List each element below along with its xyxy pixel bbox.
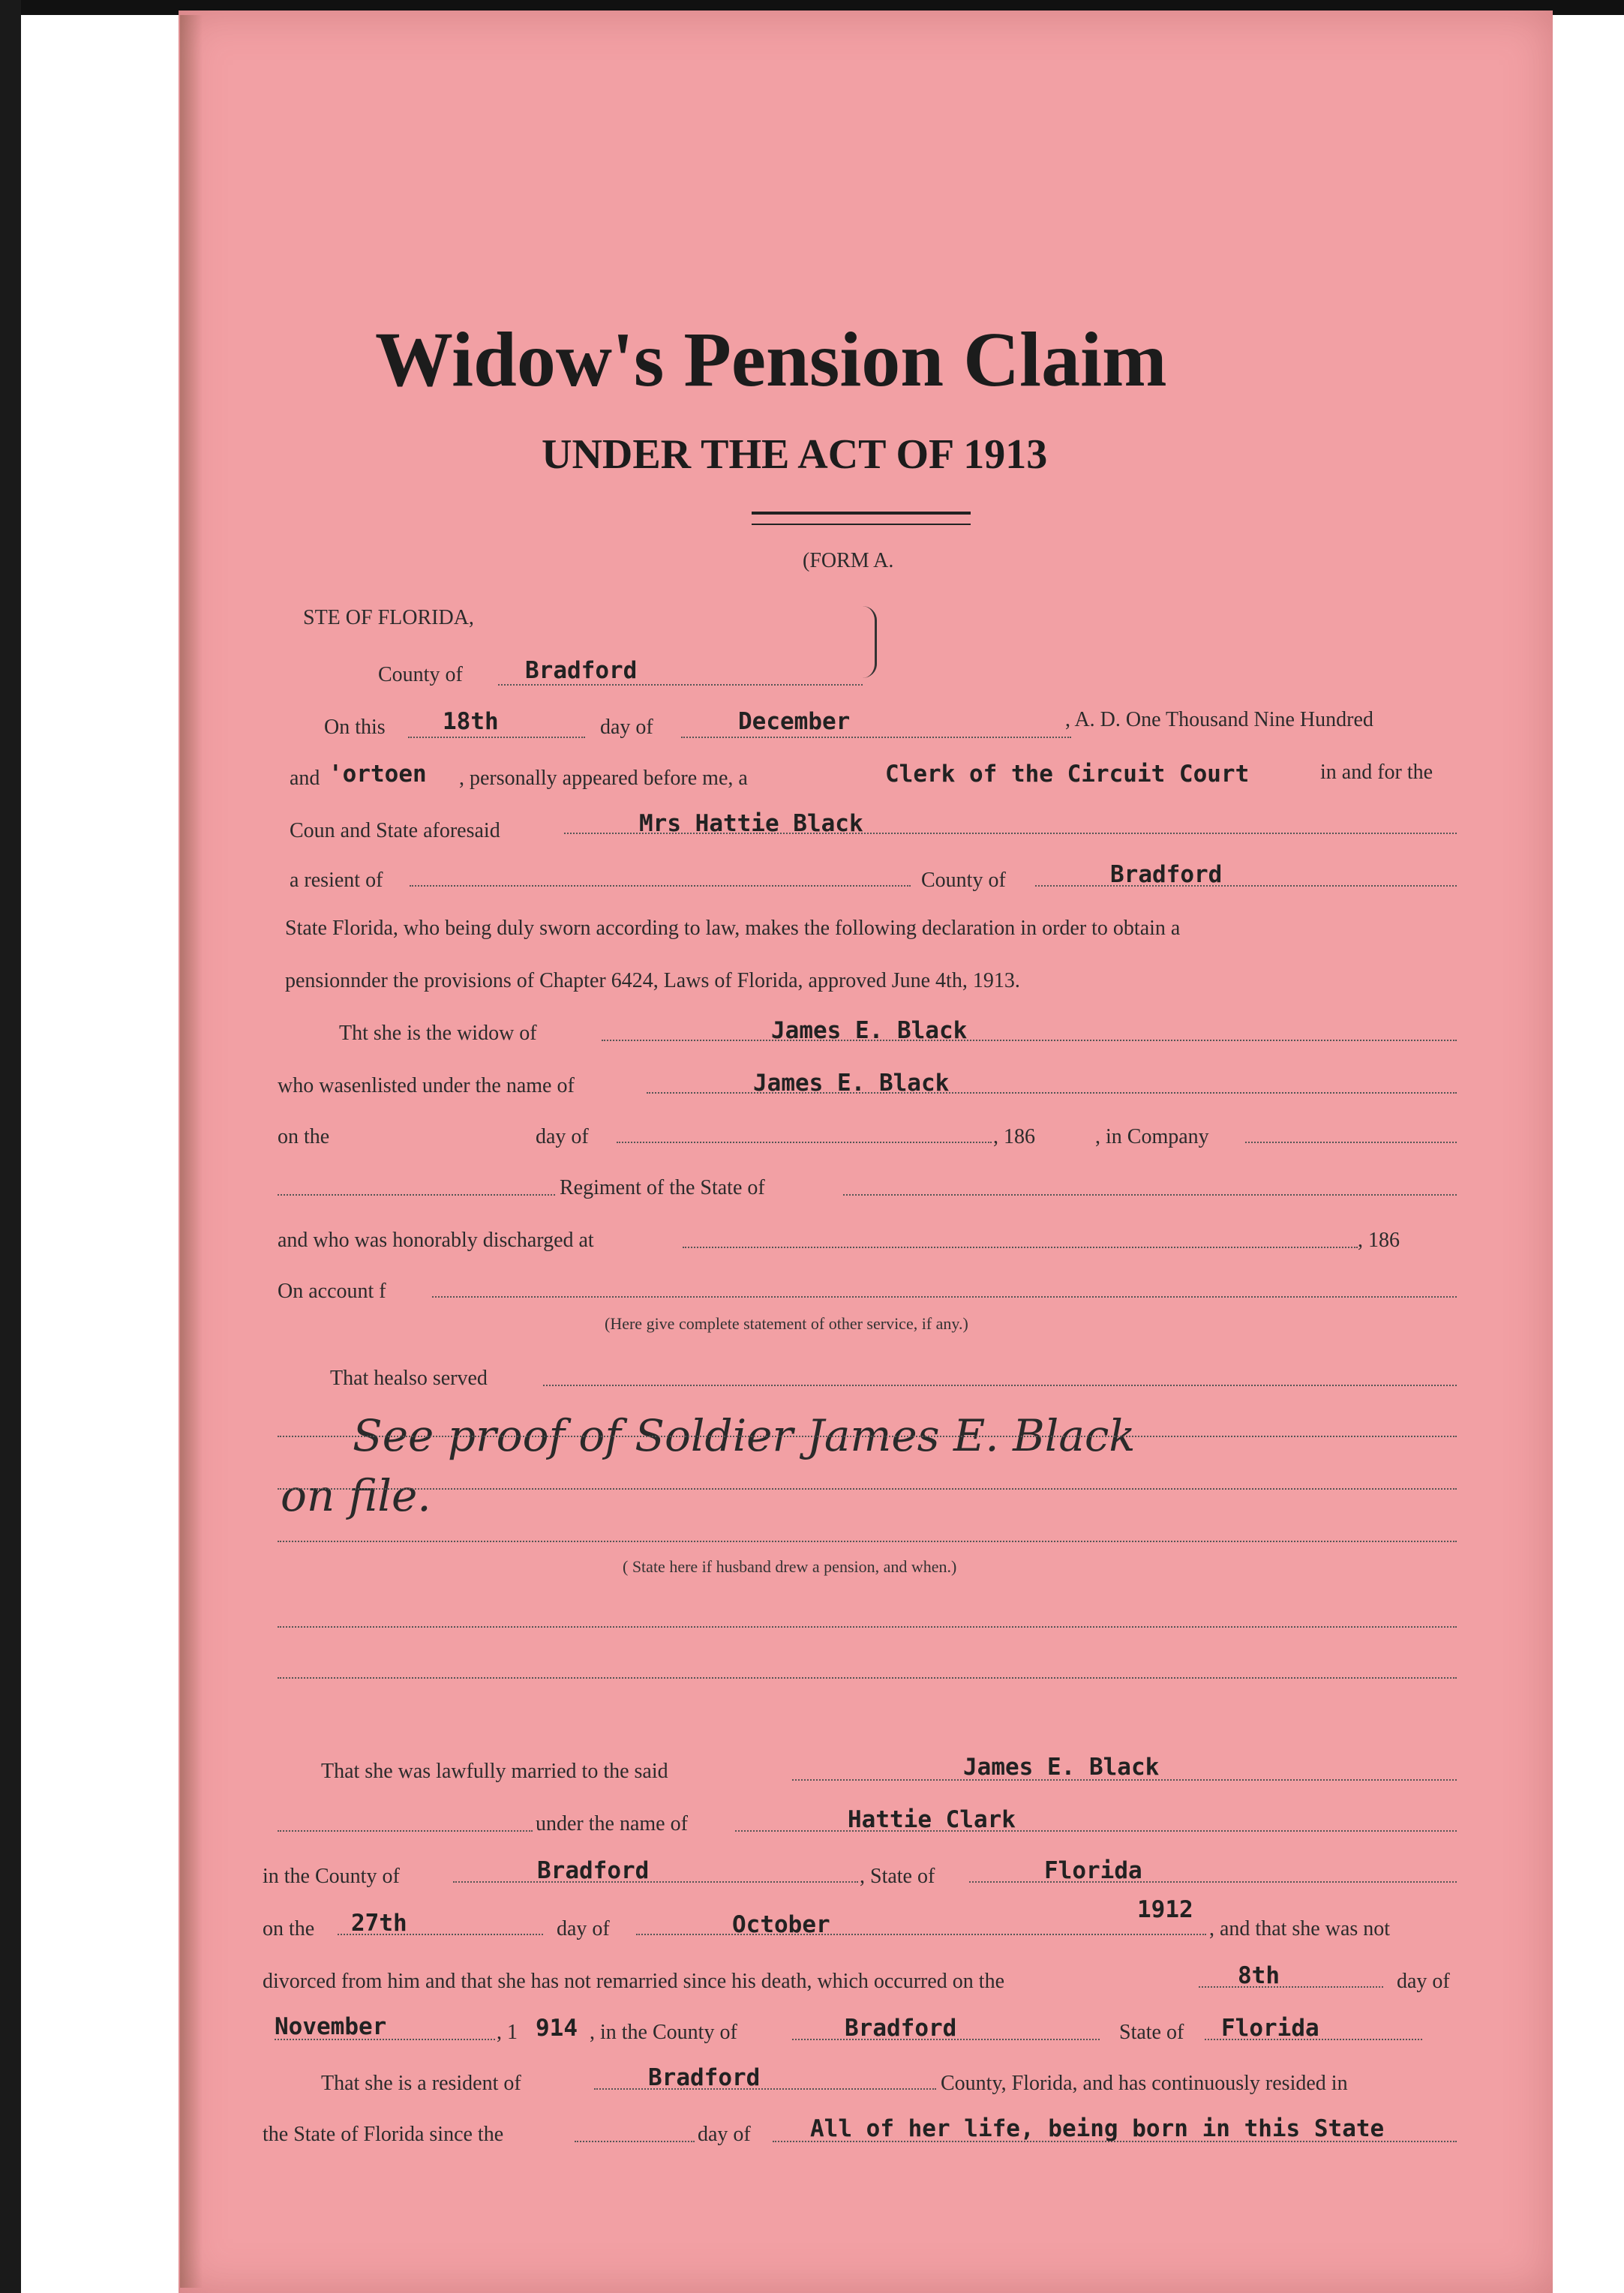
resident-county-value: Bradford xyxy=(648,2064,761,2091)
marriage-county-value: Bradford xyxy=(537,1857,650,1884)
marriage-year-value: 1912 xyxy=(1137,1896,1193,1923)
document-subtitle: UNDER THE ACT OF 1913 xyxy=(542,431,1048,478)
discharged-line xyxy=(683,1247,1358,1248)
officer-value: Clerk of the Circuit Court xyxy=(885,761,1250,788)
month-line xyxy=(681,737,1071,738)
venue-bracket xyxy=(863,606,877,678)
company-label: , in Company xyxy=(1095,1125,1209,1148)
year-text: , A. D. One Thousand Nine Hundred xyxy=(1065,708,1373,731)
claimant-value: Mrs Hattie Black xyxy=(639,810,863,837)
discharged-label: and who was honorably discharged at xyxy=(278,1229,594,1252)
death-month-value: November xyxy=(275,2013,387,2040)
form-label: (FORM A. xyxy=(803,549,894,572)
residence-line xyxy=(410,885,911,887)
marriage-day-value: 27th xyxy=(351,1910,407,1937)
pension-line-2 xyxy=(278,1677,1457,1679)
death-year-value: 914 xyxy=(536,2015,578,2042)
on-the-label: on the xyxy=(278,1125,330,1148)
death-day-value: 8th xyxy=(1238,1962,1280,1989)
marriage-on-the-label: on the xyxy=(263,1917,315,1940)
regiment-line xyxy=(843,1194,1457,1196)
marriage-month-line xyxy=(636,1934,1206,1935)
resident-county-line xyxy=(594,2088,936,2090)
service-line-2 xyxy=(278,1436,1457,1437)
pension-line-1 xyxy=(278,1626,1457,1628)
service-line-4 xyxy=(278,1541,1457,1542)
regiment-label: Regiment of the State of xyxy=(560,1176,765,1199)
sworn-text: State Florida, who being duly sworn according to law, makes the following declaration in order to obtain a xyxy=(285,917,1181,940)
since-day-of-label: day of xyxy=(698,2123,751,2146)
service-year-label: , 186 xyxy=(993,1125,1035,1148)
county-value: Bradford xyxy=(525,657,638,684)
death-county-value: Bradford xyxy=(845,2015,957,2042)
service-day-of-label: day of xyxy=(536,1125,589,1148)
year-word-value: 'ortoen xyxy=(329,761,427,788)
res-county-value: Bradford xyxy=(1110,861,1223,888)
marriage-day-of-label: day of xyxy=(557,1917,610,1940)
death-year-prefix: , 1 xyxy=(497,2021,518,2044)
resident-label: That she is a resident of xyxy=(321,2072,521,2095)
res-county-line xyxy=(1035,885,1457,887)
month-value: December xyxy=(738,708,851,735)
day-value: 18th xyxy=(443,708,499,735)
death-day-of-label: day of xyxy=(1397,1970,1450,1993)
account-label: On account f xyxy=(278,1280,386,1303)
widow-of-label: Tht she is the widow of xyxy=(339,1022,537,1045)
marriage-state-label: , State of xyxy=(860,1865,935,1888)
county-line xyxy=(498,684,863,686)
marriage-state-line xyxy=(969,1881,1457,1883)
enlisted-value: James E. Black xyxy=(753,1070,950,1097)
county-label: County of xyxy=(378,663,463,686)
title-divider xyxy=(752,512,971,525)
scan-border-left xyxy=(0,0,21,2293)
marriage-state-value: Florida xyxy=(1044,1857,1142,1884)
paper-fold-shadow xyxy=(180,15,203,2288)
under-name-label: under the name of xyxy=(536,1812,688,1835)
also-served-line xyxy=(543,1385,1457,1386)
death-state-label: State of xyxy=(1119,2021,1184,2044)
discharged-year-label: , 186 xyxy=(1358,1229,1400,1252)
marriage-county-line xyxy=(453,1881,858,1883)
resident-of-label: a resient of xyxy=(290,869,383,892)
regiment-pre-line xyxy=(278,1194,555,1196)
and-label: and xyxy=(290,767,320,790)
county-of-label: County of xyxy=(921,869,1006,892)
death-day-line xyxy=(1199,1986,1383,1988)
marriage-county-label: in the County of xyxy=(263,1865,400,1888)
account-line xyxy=(432,1296,1457,1298)
husband-value: James E. Black xyxy=(963,1754,1160,1781)
maiden-line xyxy=(735,1830,1457,1832)
service-month-line xyxy=(617,1142,992,1143)
on-this-label: On this xyxy=(324,716,386,739)
married-label: That she was lawfully married to the said xyxy=(321,1760,668,1783)
also-served-label: That healso served xyxy=(330,1367,488,1390)
county-state-label: Coun and State aforesaid xyxy=(290,819,500,842)
married-pre-line xyxy=(278,1830,533,1832)
chapter-text: pensionnder the provisions of Chapter 6424, Laws of Florida, approved June 4th, 1913. xyxy=(285,969,1020,992)
personally-label: , personally appeared before me, a xyxy=(459,767,748,790)
widow-of-value: James E. Black xyxy=(771,1017,968,1044)
pension-note: ( State here if husband drew a pension, and when.) xyxy=(623,1557,957,1576)
day-line xyxy=(408,737,585,738)
document-title: Widow's Pension Claim xyxy=(375,317,1167,403)
enlisted-label: who wasenlisted under the name of xyxy=(278,1074,575,1097)
death-state-value: Florida xyxy=(1221,2015,1319,2042)
other-service-note: (Here give complete statement of other service, if any.) xyxy=(605,1314,968,1333)
not-divorced-label: , and that she was not xyxy=(1209,1917,1391,1940)
service-line-3 xyxy=(278,1488,1457,1490)
in-and-for-label: in and for the xyxy=(1320,761,1433,784)
since-day-line xyxy=(575,2141,695,2142)
company-line xyxy=(1245,1142,1457,1143)
handwritten-note: See proof of Soldier James E. Black xyxy=(353,1410,1136,1461)
divorced-text: divorced from him and that she has not remarried since his death, which occurred on the xyxy=(263,1970,1005,1993)
since-label: the State of Florida since the xyxy=(263,2123,504,2146)
maiden-value: Hattie Clark xyxy=(848,1806,1016,1833)
widow-of-line xyxy=(602,1040,1457,1041)
venue-state: STE OF FLORIDA, xyxy=(303,606,474,629)
day-of-label: day of xyxy=(600,716,653,739)
since-value: All of her life, being born in this State xyxy=(810,2115,1385,2142)
resident-text: County, Florida, and has continuously resided in xyxy=(941,2072,1348,2095)
death-county-label: , in the County of xyxy=(590,2021,737,2044)
handwritten-note-2: on file. xyxy=(281,1470,431,1521)
marriage-month-value: October xyxy=(732,1911,830,1938)
